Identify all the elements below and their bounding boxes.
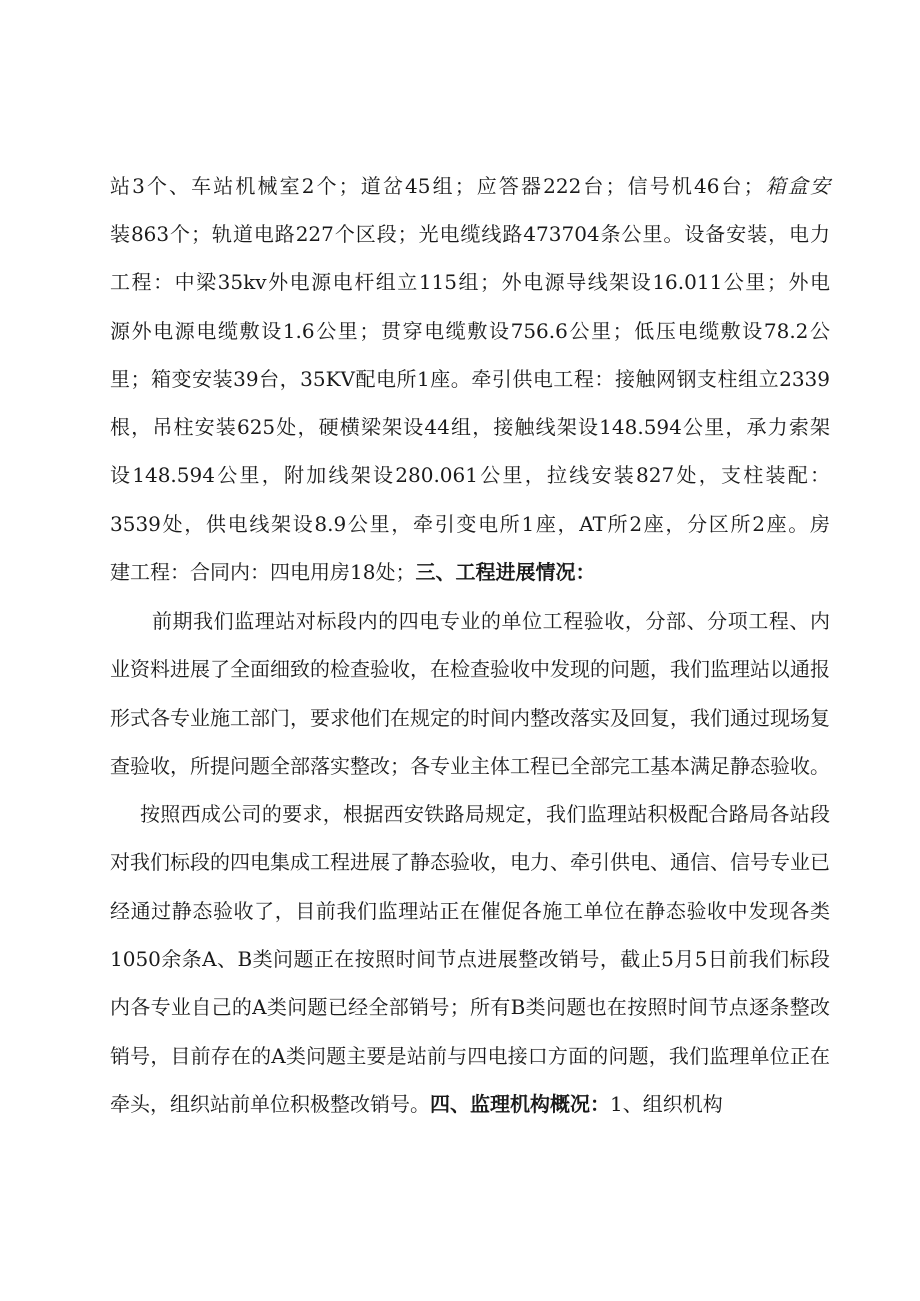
- section-heading-progress: 三、工程进展情况：: [415, 560, 596, 584]
- text-line: 查验收，所提问题全部落实整改；各专业主体工程已全部完工基本满足静态验收。: [110, 754, 830, 778]
- text-line: 源外电源电缆敷设1.6公里；贯穿电缆敷设756.6公里；低压电缆敷设78.2公: [110, 319, 830, 343]
- text-line: 里；箱变安装39台，35KV配电所1座。牵引供电工程：接触网钢支柱组立2339: [110, 367, 830, 391]
- text-line: 销号，目前存在的A类问题主要是站前与四电接口方面的问题，我们监理单位正在: [110, 1044, 830, 1068]
- text-line: 1050余条A、B类问题正在按照时间节点进展整改销号，截止5月5日前我们标段: [110, 947, 830, 971]
- text-line: 根，吊柱安装625处，硬横梁架设44组，接触线架设148.594公里，承力索架: [110, 415, 830, 439]
- text-line: 业资料进展了全面细致的检查验收，在检查验收中发现的问题，我们监理站以通报: [110, 657, 830, 681]
- text-line: 设148.594公里，附加线架设280.061公里，拉线安装827处，支柱装配：: [110, 463, 830, 487]
- text-line: 按照西成公司的要求，根据西安铁路局规定，我们监理站积极配合路局各站段: [140, 802, 830, 826]
- text-line: 建工程：合同内：四电用房18处；三、工程进展情况：: [110, 560, 596, 584]
- text-line: 工程：中梁35kv外电源电杆组立115组；外电源导线架设16.011公里；外电: [110, 270, 830, 294]
- text-line: 经通过静态验收了，目前我们监理站正在催促各施工单位在静态验收中发现各类: [110, 899, 830, 923]
- text-line: 站3个、车站机械室2个；道岔45组；应答器222台；信号机46台；箱盒安: [110, 174, 830, 198]
- text-line: 形式各专业施工部门，要求他们在规定的时间内整改落实及回复，我们通过现场复: [110, 706, 830, 730]
- text-line: 对我们标段的四电集成工程进展了静态验收，电力、牵引供电、通信、信号专业已: [110, 850, 830, 874]
- text-line: 牵头，组织站前单位积极整改销号。四、监理机构概况：1、组织机构: [110, 1092, 723, 1116]
- text-line: 装863个；轨道电路227个区段；光电缆线路473704条公里。设备安装，电力: [110, 222, 830, 246]
- text-line: 3539处，供电线架设8.9公里，牵引变电所1座，AT所2座，分区所2座。房: [110, 512, 830, 536]
- text-line: 前期我们监理站对标段内的四电专业的单位工程验收，分部、分项工程、内: [152, 609, 830, 633]
- text-line: 内各专业自己的A类问题已经全部销号；所有B类问题也在按照时间节点逐条整改: [110, 995, 830, 1019]
- section-heading-organization: 四、监理机构概况：: [430, 1092, 610, 1116]
